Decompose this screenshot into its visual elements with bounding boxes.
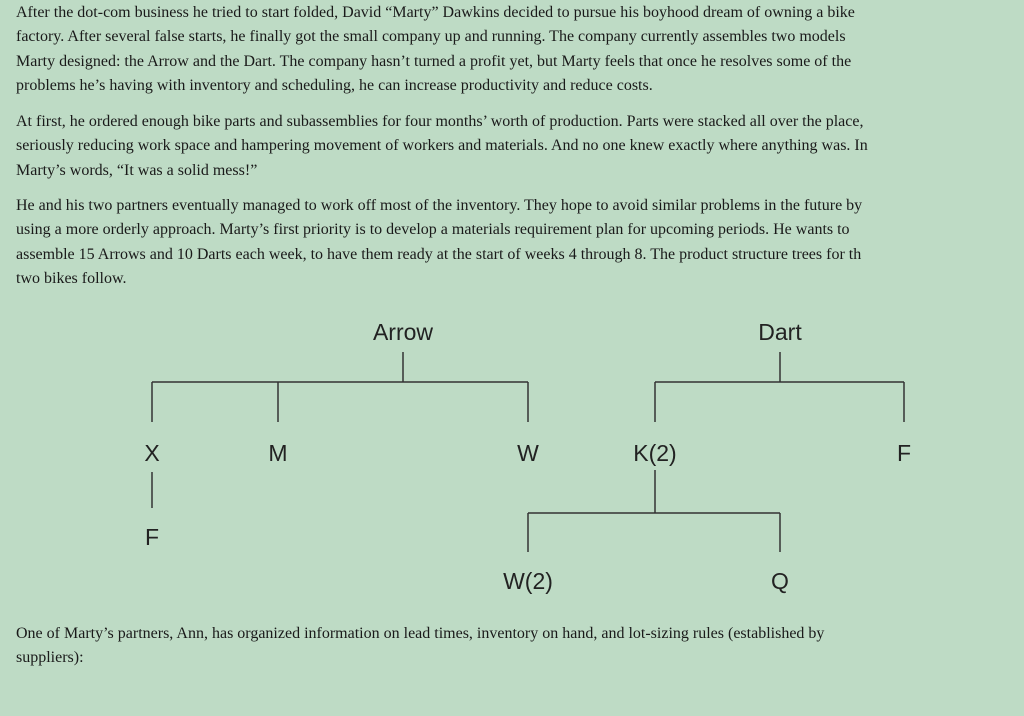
text-line: seriously reducing work space and hampering movement of workers and materials. And no one knew exactly where anything was. In	[16, 137, 868, 155]
text-line: At first, he ordered enough bike parts and subassemblies for four months’ worth of production. Parts were stacked all over the place,	[16, 113, 864, 130]
w-node: W	[517, 440, 539, 466]
text-line: suppliers):	[16, 649, 84, 667]
dart-label: Dart	[758, 319, 802, 345]
intro-paragraph	[16, 1, 1024, 98]
f-node-dart: F	[896, 440, 912, 466]
text-line: After the dot-com business he tried to start folded, David “Marty” Dawkins decided to pursue his boyhood dream of owning a bike	[16, 4, 855, 21]
inventory-paragraph	[16, 110, 1024, 183]
text-line: He and his two partners eventually managed to work off most of the inventory. They hope to avoid similar problems in the future by	[16, 197, 863, 214]
q-node: Q	[771, 568, 789, 594]
text-line: Marty’s words, “It was a solid mess!”	[16, 161, 258, 179]
arrow-tree	[144, 319, 539, 550]
plan-paragraph	[16, 194, 1024, 291]
x-node: X	[144, 440, 160, 466]
arrow-label: Arrow	[372, 319, 434, 345]
text-line: Marty designed: the Arrow and the Dart. The company hasn’t turned a profit yet, but Marty feels that once he resolves some of the	[16, 52, 852, 70]
product-structure-trees	[0, 300, 1024, 600]
dart-tree	[503, 319, 911, 594]
k-node: K(2)	[633, 440, 677, 466]
text-line: factory. After several false starts, he finally got the small company up and running. The company currently assembles two models	[16, 28, 846, 46]
text-line: two bikes follow.	[16, 269, 127, 287]
text-line: using a more orderly approach. Marty’s first priority is to develop a materials requirement plan for upcoming periods. He wants to	[16, 221, 850, 239]
f-node-arrow: F	[144, 524, 160, 550]
w2-node: W(2)	[503, 568, 553, 594]
m-node: M	[268, 440, 288, 466]
lead-time-paragraph	[16, 622, 1024, 671]
text-line: assemble 15 Arrows and 10 Darts each week, to have them ready at the start of weeks 4 through 8. The product structure trees for th	[16, 245, 862, 263]
text-line: One of Marty’s partners, Ann, has organized information on lead times, inventory on hand, and lot-sizing rules (established by	[16, 625, 825, 642]
text-line: problems he’s having with inventory and scheduling, he can increase productivity and reduce costs.	[16, 76, 653, 94]
